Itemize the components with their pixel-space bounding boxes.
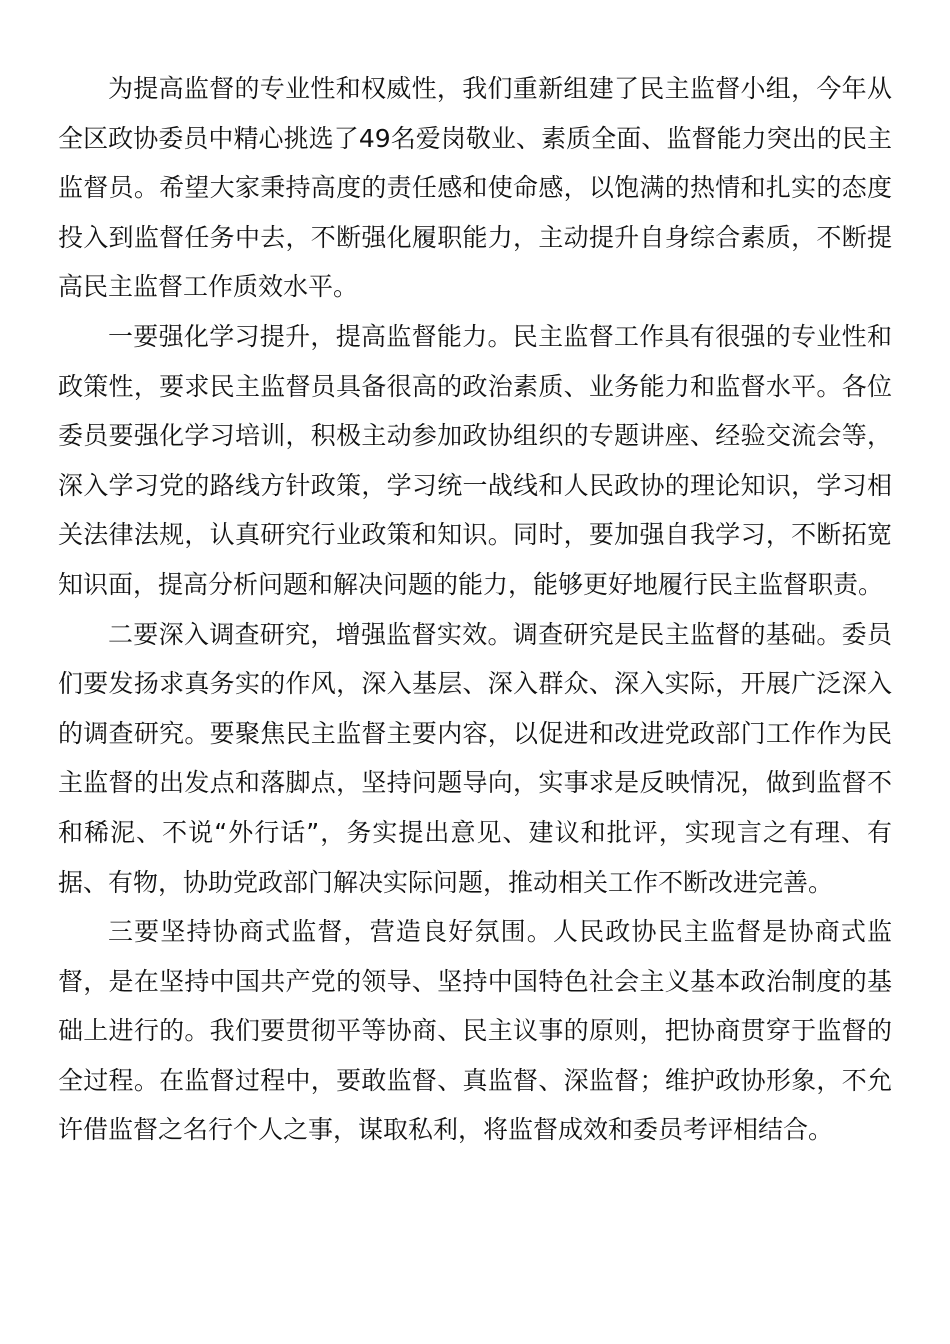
paragraph-point-two: 二要深入调查研究，增强监督实效。调查研究是民主监督的基础。委员们要发扬求真务实的作风，深入基层、深入群众、深入实际，开展广泛深入的调查研究。要聚焦民主监督主要内容，以促进和改进党政部门工作作为民主监督的出发点和落脚点，坚持问题导向，实事求是反映情况，做到监督不和稀泥、不说“外行话”，务实提出意见、建议和批评，实现言之有理、有据、有物，协助党政部门解决实际问题，推动相关工作不断改进完善。 — [58, 619, 892, 897]
paragraph-intro: 为提高监督的专业性和权威性，我们重新组建了民主监督小组，今年从全区政协委员中精心挑选了49名爱岗敬业、素质全面、监督能力突出的民主监督员。希望大家秉持高度的责任感和使命感，以饱满的热情和扎实的态度投入到监督任务中去，不断强化履职能力，主动提升自身综合素质，不断提高民主监督工作质效水平。 — [58, 74, 892, 302]
document-body — [58, 64, 892, 1155]
paragraph-point-one: 一要强化学习提升，提高监督能力。民主监督工作具有很强的专业性和政策性，要求民主监督员具备很高的政治素质、业务能力和监督水平。各位委员要强化学习培训，积极主动参加政协组织的专题讲座、经验交流会等，深入学习党的路线方针政策，学习统一战线和人民政协的理论知识，学习相关法律法规，认真研究行业政策和知识。同时，要加强自我学习，不断拓宽知识面，提高分析问题和解决问题的能力，能够更好地履行民主监督职责。 — [58, 321, 892, 599]
paragraph-point-three: 三要坚持协商式监督，营造良好氛围。人民政协民主监督是协商式监督，是在坚持中国共产党的领导、坚持中国特色社会主义基本政治制度的基础上进行的。我们要贯彻平等协商、民主议事的原则，把协商贯穿于监督的全过程。在监督过程中，要敢监督、真监督、深监督；维护政协形象，不允许借监督之名行个人之事，谋取私利，将监督成效和委员考评相结合。 — [58, 917, 892, 1145]
